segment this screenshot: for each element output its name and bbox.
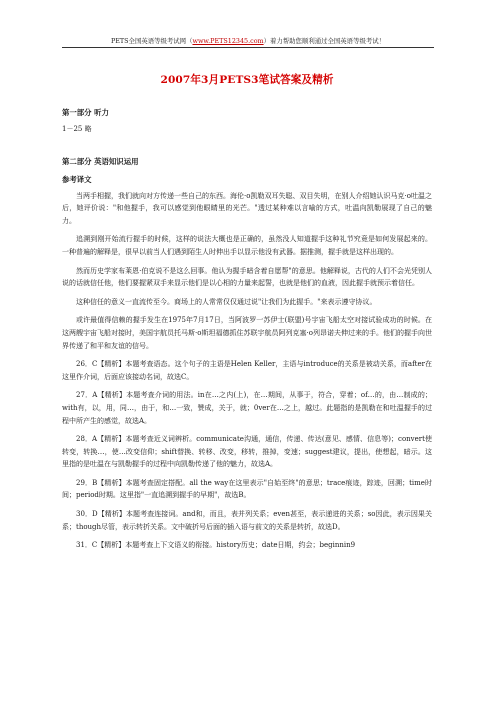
document-title: 2007年3月PETS3笔试答案及精析 <box>160 74 334 86</box>
header-text-before: PETS全国英语等级考试网（ <box>110 37 193 45</box>
header-site-link[interactable]: www.PETS12345.com <box>192 37 264 45</box>
part2-heading: 第二部分 英语知识运用 <box>62 156 139 166</box>
answer-explanation: 26．C【精析】本题考查语态。这个句子的主语是Helen Keller，主语与introduce的关系是被动关系，而after在这里作介词，后面应该接动名词，故选C。 <box>62 360 432 381</box>
answer-explanation: 31．C【精析】本题考查上下文语义的衔接。history历史；date日期，约会；beginnin9 <box>76 541 356 550</box>
translation-paragraph: 追溯到刚开始流行握手的时候，这样的说法大概也是正确的，虽然没人知道握手这种礼节究竟是如何发展起来的。一种普遍的解释是，很早以前当人们遇到陌生人时伸出手以显示他没有武器。据推测，握手就是这样出现的。 <box>62 235 432 256</box>
answer-explanation: 28．A【精析】本题考查近义词辨析。communicate沟通，通信，传递、传达(意见、感情、信息等)；convert使转变，转换…，使…改变信仰；shift替换、转移、改变，移转，推掉，变速；suggest建议，提出，使想起，暗示。这里指的是吐温在与凯勒握手的过程中向凯勒传递了他的魅力，故选A。 <box>62 435 432 469</box>
translation-paragraph: 这种信任的意义一直流传至今。商场上的人常常仅仅通过说"让我们为此握手。"来表示遵守协议。 <box>76 297 377 306</box>
translation-paragraph: 然而历史学家布莱恩·伯克说不是这么回事。他认为握手暗含着自愿帮"的意思。他解释说，古代的人们不会光凭别人说的话就信任他，他们要握紧双手来显示他们是以心相的力量来起誓，也就是他们的血液，因此握手就预示着信任。 <box>62 266 432 288</box>
header-text-after: ）着力帮助您顺利通过全国英语等级考试！ <box>263 37 386 45</box>
translation-paragraph: 或许最值得信赖的握手发生在1975年7月17日，当阿波罗一苏伊士(联盟)号宇宙飞船太空对接试验成功的时候。在这两艘宇宙飞船对接时，美国宇航员托马斯·o斯坦福德抓住苏联宇航员阿列克塞·o列昂诺夫伸过来的手。他们的握手向世界传递了和平和友谊的信号。 <box>62 316 432 350</box>
part1-answer: 1－25 略 <box>62 125 92 133</box>
part1-heading: 第一部分 听力 <box>62 108 109 117</box>
document-body <box>62 72 432 558</box>
answer-explanation: 29．B【精析】本题考查固定搭配。all the way在这里表示"自始至终"的意思；trace痕迹，踪迹，回溯；time时间；period时期。这里指"一直追溯到握手的早期"，故选B。 <box>62 478 432 500</box>
page-header <box>0 36 496 45</box>
translation-paragraph: 当两手相握，我们就向对方传递一些自己的东西。海伦·o凯勒双耳失聪、双目失明，在别人介绍她认识马克·o吐温之后，她评价说："和他握手，我可以感觉到他眼睛里的光芒。"透过某种难以言喻的方式，吐温向凯勒展现了自己的魅力。 <box>62 191 432 225</box>
answer-explanation: 30．D【精析】本题考查连接词。and和，而且，表并列关系；even甚至，表示递进的关系；so因此，表示因果关系；though尽管，表示转折关系。文中破折号后面的插入语与前文的关系是转折，故选D。 <box>62 510 432 531</box>
header-divider <box>62 47 434 48</box>
translation-heading: 参考译文 <box>62 174 92 184</box>
answer-explanation: 27．A【精析】本题考查介词的用法。in在…之内(上)，在…期间，从事于，符合，穿着；of…的，由…制成的；with有，以，用，同…，由于，和…一致，赞成，关于，就；0ver在…之上，越过。此题指的是凯勒在和吐温握手的过程中所产生的感觉，故选A。 <box>62 391 432 425</box>
